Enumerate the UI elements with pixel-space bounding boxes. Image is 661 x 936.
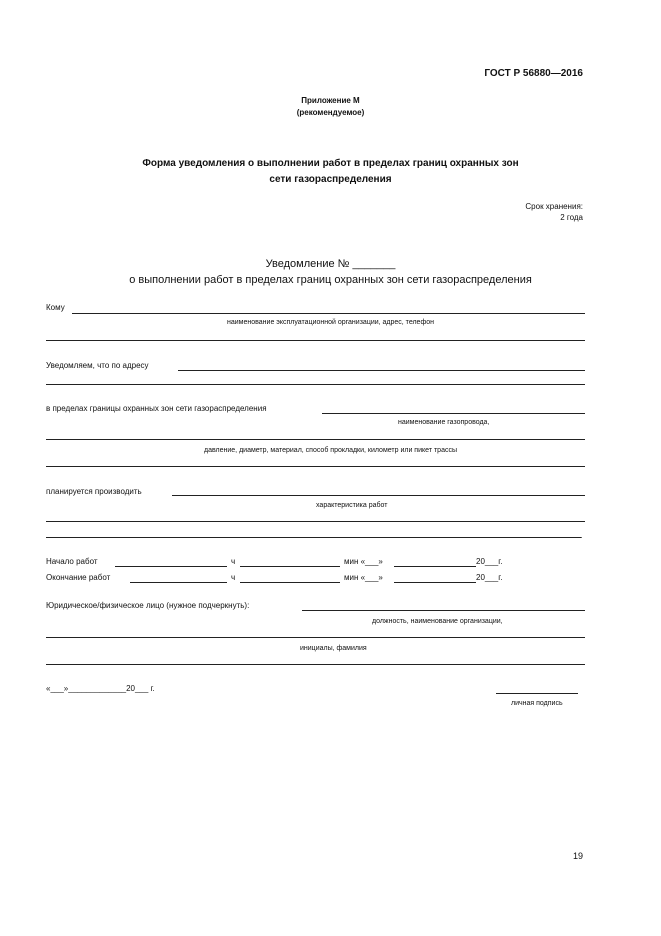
to-line[interactable] xyxy=(72,313,585,314)
work-caption: характеристика работ xyxy=(316,502,388,509)
to-line-2[interactable] xyxy=(46,340,585,341)
to-caption: наименование эксплуатационной организации, адрес, телефон xyxy=(227,319,434,326)
end-month-line[interactable] xyxy=(394,582,476,583)
work-period: . xyxy=(580,530,583,540)
storage-value: 2 года xyxy=(560,213,583,222)
start-year: 20___г. xyxy=(476,557,503,566)
person-line[interactable] xyxy=(302,610,585,611)
initials-caption: инициалы, фамилия xyxy=(300,645,367,652)
planned-label: планируется производить xyxy=(46,487,142,496)
position-line[interactable] xyxy=(46,637,585,638)
page-number: 19 xyxy=(572,851,583,861)
end-year: 20___г. xyxy=(476,573,503,582)
end-hours-label: ч xyxy=(231,573,236,582)
end-hours-line[interactable] xyxy=(240,582,340,583)
end-date-line[interactable] xyxy=(130,582,227,583)
appendix-title: Приложение М xyxy=(301,96,360,105)
work-line-2[interactable] xyxy=(46,521,585,522)
params-line-2[interactable] xyxy=(46,466,585,467)
pipeline-line[interactable] xyxy=(322,413,585,414)
form-title-line2: сети газораспределения xyxy=(269,174,392,185)
end-label: Окончание работ xyxy=(46,573,111,582)
zone-label: в пределах границы охранных зон сети газораспределения xyxy=(46,404,267,413)
start-date-line[interactable] xyxy=(115,566,227,567)
storage-label: Срок хранения: xyxy=(525,202,583,211)
address-line-2[interactable] xyxy=(46,384,585,385)
appendix-status: (рекомендуемое) xyxy=(296,108,365,117)
end-min-label: мин «___» xyxy=(344,573,383,582)
start-hours-label: ч xyxy=(231,557,236,566)
to-label: Кому xyxy=(46,303,65,312)
date-line[interactable]: «___»_____________20___ г. xyxy=(46,684,155,693)
notify-label: Уведомляем, что по адресу xyxy=(46,361,149,370)
initials-line[interactable] xyxy=(46,664,585,665)
start-month-line[interactable] xyxy=(394,566,476,567)
signature-line[interactable] xyxy=(496,693,578,694)
notice-subject: о выполнении работ в пределах границ охранных зон сети газораспределения xyxy=(129,274,532,286)
notice-number: Уведомление № _______ xyxy=(265,258,396,270)
start-label: Начало работ xyxy=(46,557,98,566)
person-label: Юридическое/физическое лицо (нужное подчеркнуть): xyxy=(46,601,250,610)
standard-number: ГОСТ Р 56880—2016 xyxy=(484,68,583,79)
pipeline-caption: наименование газопровода, xyxy=(398,419,490,426)
start-min-label: мин «___» xyxy=(344,557,383,566)
position-caption: должность, наименование организации, xyxy=(372,618,503,625)
params-line[interactable] xyxy=(46,439,585,440)
address-line[interactable] xyxy=(178,370,585,371)
start-hours-line[interactable] xyxy=(240,566,340,567)
work-line-3[interactable] xyxy=(46,537,581,538)
signature-caption: личная подпись xyxy=(511,700,563,707)
form-title-line1: Форма уведомления о выполнении работ в пределах границ охранных зон xyxy=(142,158,519,169)
params-caption: давление, диаметр, материал, способ прокладки, километр или пикет трассы xyxy=(204,447,457,454)
work-line[interactable] xyxy=(172,495,585,496)
